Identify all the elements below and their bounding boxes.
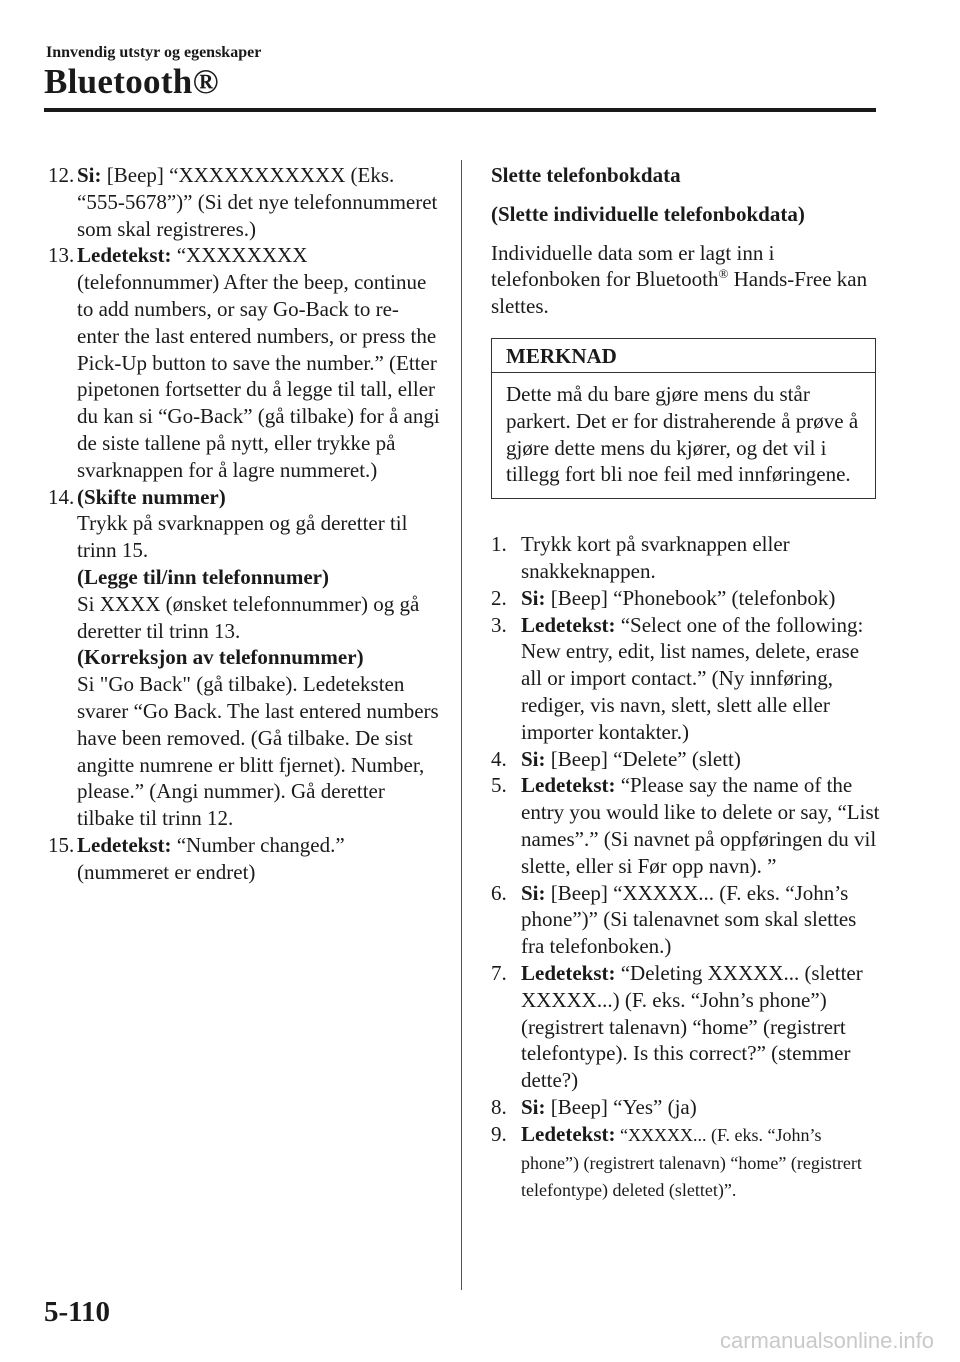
- step-number: 2.: [491, 585, 507, 610]
- step-content: [Beep] “Phonebook” (telefonbok): [545, 585, 836, 610]
- header-rule: [44, 108, 876, 112]
- step-label: Si:: [77, 163, 102, 187]
- step-label: Si:: [521, 585, 546, 610]
- step-content: [Beep] “XXXXXXXXXXX (Eks. “555-5678”)” (Si det nye telefonnummeret som skal registreres.): [77, 163, 438, 241]
- step-text: [521, 772, 881, 879]
- sub-section-heading: (Slette individuelle telefonbokdata): [491, 201, 805, 226]
- list-item: [491, 1094, 881, 1121]
- step-text: [77, 484, 440, 832]
- list-item: [491, 772, 881, 879]
- step-content: “Deleting XXXXX... (sletter XXXXX...) (F. eks. “John’s phone”) (registrert talenavn) “home” (registrert telefontype). Is this correct?” (stemmer dette?): [521, 960, 863, 1093]
- step-text: [521, 585, 881, 612]
- step-label: Si:: [521, 1094, 546, 1119]
- step-15: [48, 832, 440, 886]
- section-label: Innvendig utstyr og egenskaper: [46, 44, 262, 61]
- left-column: [48, 162, 440, 886]
- step-text: [77, 242, 440, 483]
- intro-text-a: Individuelle data som er lagt inn i telefonboken for Bluetooth: [491, 240, 775, 292]
- step-text: [77, 162, 440, 242]
- step-number: 12.: [48, 163, 75, 187]
- registered-mark: ®: [718, 266, 729, 282]
- step-number: 1.: [491, 532, 507, 557]
- step-number: 14.: [48, 484, 75, 509]
- step-text: [521, 960, 881, 1094]
- step-number: 5.: [491, 773, 507, 798]
- list-item: [491, 531, 881, 585]
- column-divider: [461, 160, 462, 1290]
- step-number: 6.: [491, 880, 507, 905]
- sub-heading-change-number: (Skifte nummer): [77, 484, 226, 509]
- step-text: [521, 531, 881, 585]
- list-item: [491, 880, 881, 960]
- step-number: 3.: [491, 612, 507, 637]
- note-text: Dette må du bare gjøre mens du står parkert. Det er for distraherende å prøve å gjøre dette mens du kjører, og det vil i tillegg fort bli noe feil med innføringene.: [506, 381, 859, 487]
- step-text: [521, 880, 881, 960]
- step-14: [48, 484, 440, 832]
- right-column: [491, 162, 881, 1204]
- step-text: [77, 832, 440, 886]
- page-number: 5-110: [44, 1296, 111, 1328]
- sub-heading-correct-number: (Korreksjon av telefonnummer): [77, 645, 364, 670]
- note-box: [491, 338, 876, 499]
- step-content: “Select one of the following: New entry, edit, list names, delete, erase all or import contact.” (Ny innføring, rediger, vis navn, slett, slett alle eller importer kontakter.): [521, 612, 864, 744]
- step-content: [Beep] “XXXXX... (F. eks. “John’s phone”)” (Si talenavnet som skal slettes fra telefonboken.): [521, 880, 857, 959]
- step-text: [521, 1094, 881, 1121]
- step-number: 7.: [491, 960, 507, 985]
- step-label: Ledetekst:: [77, 243, 172, 268]
- step-content: Trykk kort på svarknappen eller snakkeknappen.: [521, 532, 790, 583]
- list-item: [491, 746, 881, 773]
- sub-heading-add-number: (Legge til/inn telefonnumer): [77, 564, 329, 589]
- step-number: 15.: [48, 832, 75, 857]
- step-label: Ledetekst:: [521, 612, 616, 637]
- step-content: “Number changed.” (nummeret er endret): [77, 832, 345, 884]
- list-item: [491, 612, 881, 746]
- step-number: 13.: [48, 243, 75, 268]
- list-item: [491, 960, 881, 1094]
- list-item: [491, 1121, 881, 1204]
- step-content: “Please say the name of the entry you would like to delete or say, “List names”.” (Si navnet på oppføringen du vil slette, eller si Før opp navn). ”: [521, 773, 880, 878]
- step-text: [521, 1121, 881, 1204]
- note-title: MERKNAD: [492, 339, 875, 373]
- step-13: [48, 242, 440, 483]
- steps-list: [491, 531, 881, 1204]
- intro-paragraph: [491, 240, 881, 320]
- step-label: Ledetekst:: [521, 960, 616, 985]
- step-label: Si:: [521, 746, 546, 771]
- step-content: [Beep] “Delete” (slett): [545, 746, 741, 771]
- step-label: Ledetekst:: [77, 832, 172, 857]
- step-12: [48, 162, 440, 242]
- intro-text-b: Hands-Free kan slettes.: [491, 267, 868, 319]
- sub-text-correct-number: Si "Go Back" (gå tilbake). Ledeteksten svarer “Go Back. The last entered numbers have been removed. (Gå tilbake. De sist angitte numrene er blitt fjernet). Number, please.” (Angi nummer). Gå deretter tilbake til trinn 12.: [77, 672, 439, 831]
- watermark: carmanualsonline.info: [719, 1328, 934, 1353]
- step-number: 4.: [491, 746, 507, 771]
- sub-text-add-number: Si XXXX (ønsket telefonnummer) og gå deretter til trinn 13.: [77, 591, 420, 643]
- step-text: [521, 746, 881, 773]
- step-text: [521, 612, 881, 746]
- step-label: Ledetekst:: [521, 1121, 616, 1146]
- step-label: Ledetekst:: [521, 773, 616, 798]
- step-content: “XXXXXXXX (telefonnummer) After the beep, continue to add numbers, or say Go-Back to re-enter the last entered numbers, or press the Pick-Up button to save the number.” (Etter pipetonen fortsetter du å legge til tall, eller du kan si “Go-Back” (gå tilbake) for å angi de siste tallene på nytt, eller trykke på svarknappen for å lagre nummeret.): [77, 243, 440, 482]
- page-title: Bluetooth®: [44, 62, 219, 101]
- section-heading: Slette telefonbokdata: [491, 163, 681, 187]
- step-content: [Beep] “Yes” (ja): [545, 1094, 697, 1119]
- list-item: [491, 585, 881, 612]
- step-number: 9.: [491, 1121, 507, 1146]
- sub-text-change-number: Trykk på svarknappen og gå deretter til trinn 15.: [77, 511, 408, 563]
- step-label: Si:: [521, 880, 546, 905]
- step-content: “XXXXX... (F. eks. “John’s phone”) (registrert talenavn) “home” (registrert telefontype) deleted (slettet)”.: [521, 1124, 862, 1201]
- step-number: 8.: [491, 1094, 507, 1119]
